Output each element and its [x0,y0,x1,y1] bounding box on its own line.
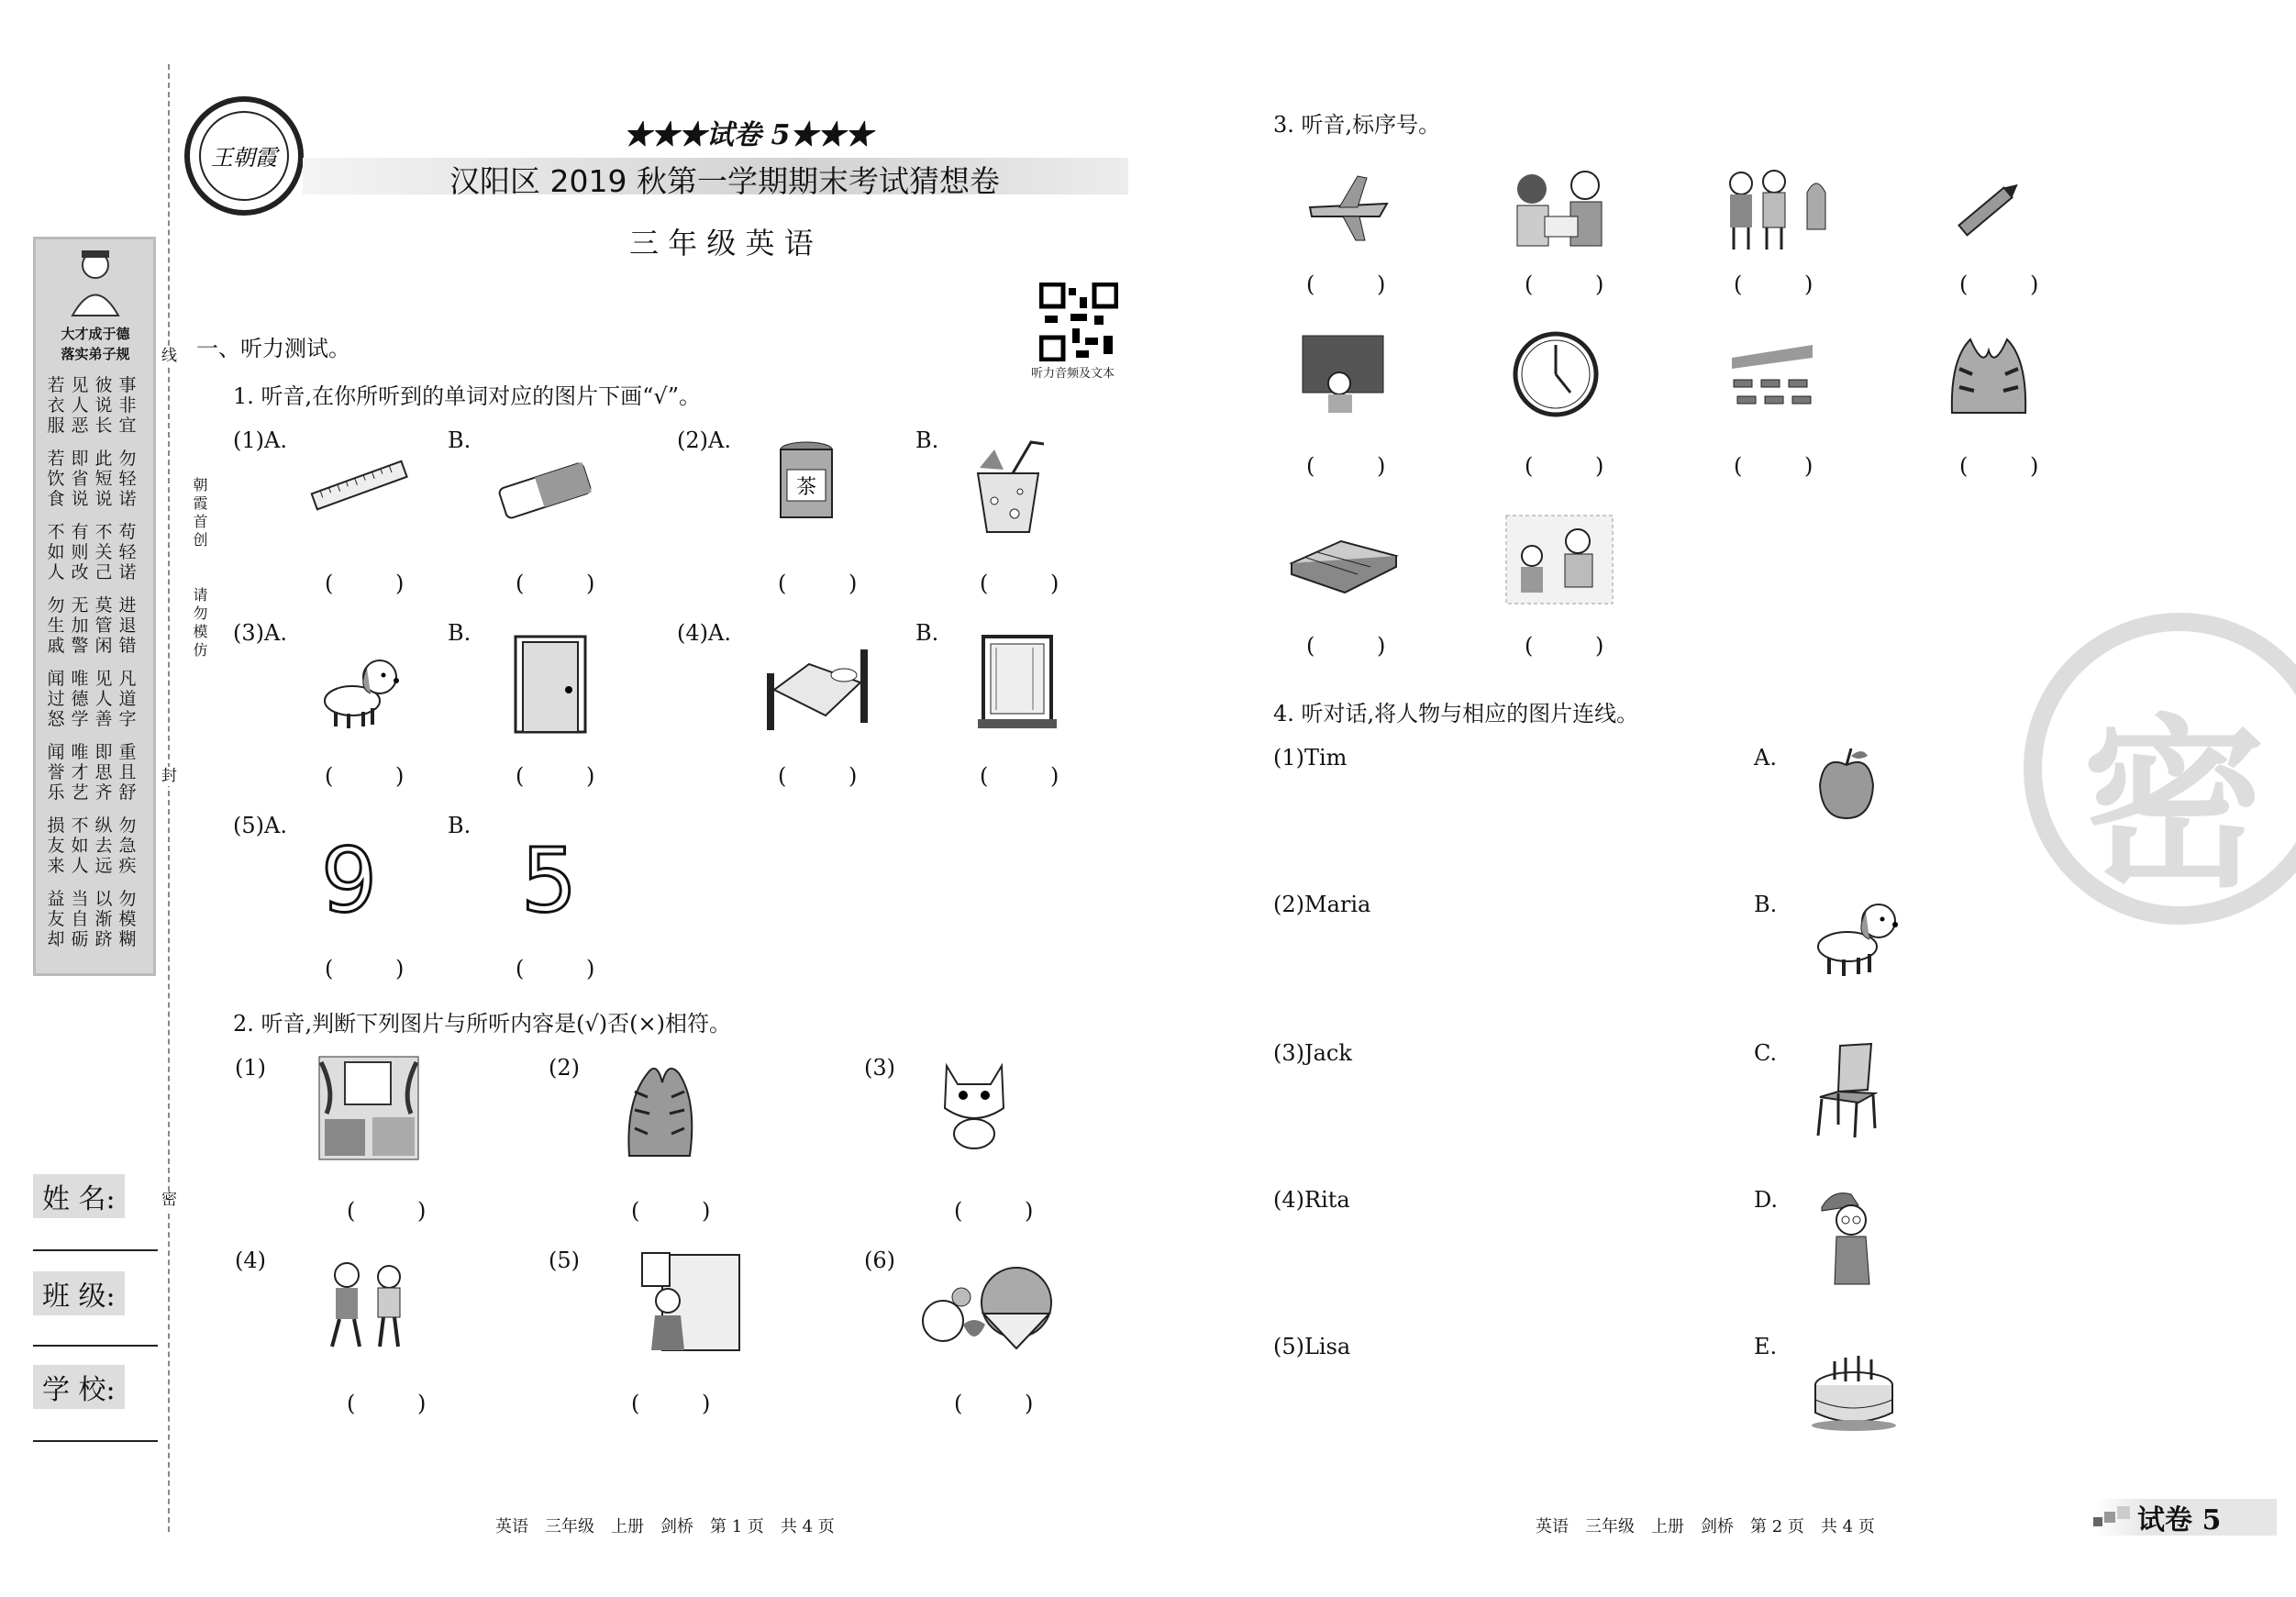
dog-match-icon [1805,892,1904,981]
motto-column: 重且舒 [118,742,137,803]
motto-column: 即思齐 [94,742,113,803]
q4-name-4: (4)Rita [1273,1187,1350,1213]
q2-3-answer[interactable]: ( ) [954,1198,1061,1224]
window-girl-icon [635,1251,743,1354]
eraser-icon [494,459,596,523]
motto-column: 勿生戚 [47,595,65,656]
motto-column: 即省说 [71,449,89,509]
door-icon [506,633,594,738]
motto-column: 勿急疾 [118,815,137,876]
motto-column: 不关己 [94,522,113,582]
motto-column: 进退错 [118,595,137,656]
name-field[interactable] [33,1249,158,1251]
q3-5-answer[interactable]: ( ) [1306,453,1414,479]
q1-4b-answer[interactable]: ( ) [980,763,1087,789]
q3-3-answer[interactable]: ( ) [1734,272,1841,297]
vertical-note-2: 请勿模仿 [191,587,208,660]
clock-icon [1512,330,1600,418]
cut-label-1: 线 [156,347,179,366]
q1-5a-answer[interactable]: ( ) [325,956,432,981]
q1-3a-answer[interactable]: ( ) [325,763,432,789]
motto-column: 见人善 [94,669,113,729]
q1-5b-answer[interactable]: ( ) [516,956,623,981]
plane-icon [1303,171,1394,244]
q3-10-answer[interactable]: ( ) [1525,633,1632,659]
fruits-icon [917,1260,1055,1352]
q2-6-answer[interactable]: ( ) [954,1391,1061,1416]
motto-column: 事非宜 [118,375,137,436]
footer-left: 英语 三年级 上册 剑桥 第 1 页 共 4 页 [495,1517,835,1536]
bedroom-scene-icon [317,1055,420,1163]
motto-column: 彼说长 [94,375,113,436]
motto-column: 若饮食 [47,449,65,509]
q1-2a-answer[interactable]: ( ) [778,571,885,596]
number-five: 5 [521,829,578,932]
class-label: 班 级: [33,1271,125,1315]
motto-panel [33,237,156,976]
q3-8-answer[interactable]: ( ) [1959,453,2067,479]
qr-caption: 听力音频及文本 [1031,367,1115,381]
q1-1a-answer[interactable]: ( ) [325,571,432,596]
motto-column: 唯德学 [71,669,89,729]
bed-icon [761,637,873,732]
q3-7-answer[interactable]: ( ) [1734,453,1841,479]
exam-title: 汉阳区 2019 秋第一学期期末考试猜想卷 [449,163,1000,199]
q1-2b-answer[interactable]: ( ) [980,571,1087,596]
family-icon [1504,165,1614,248]
friends-icon [1719,165,1838,253]
cut-line [168,64,170,1532]
section1-heading: 一、听力测试。 [196,336,350,361]
scholar-icon [63,247,128,320]
q2-prompt: 2. 听音,判断下列图片与所听内容是(√)否(×)相符。 [233,1011,732,1037]
tigers-scene-icon [620,1055,699,1161]
motto-column: 不如人 [47,522,65,582]
motto-column: 以渐跻 [94,889,113,949]
motto-column: 不如人 [71,815,89,876]
chocolate-icon [1284,523,1403,596]
school-label: 学 校: [33,1365,125,1409]
apple-icon [1814,745,1879,822]
motto-column: 唯才艺 [71,742,89,803]
q2-item-6: (6) [864,1248,895,1273]
dog-icon [310,648,405,732]
motto-column: 益友却 [47,889,65,949]
paper-number: ★★★试卷 5★★★ [624,119,873,151]
motto-column: 勿模糊 [118,889,137,949]
number-nine: 9 [321,829,378,932]
boy-cap-icon [1814,1183,1888,1293]
cut-label-2: 封 [156,767,179,786]
q4-letter-a: A. [1754,745,1777,771]
motto-column: 有则改 [71,522,89,582]
class-field[interactable] [33,1345,158,1347]
birthday-cake-icon [1809,1339,1899,1431]
motto-column: 勿轻诺 [118,449,137,509]
q1-3-label: (3)A. [233,620,287,646]
motto-column: 纵去远 [94,815,113,876]
subject-title: 三 年 级 英 语 [629,226,814,261]
watermark-char: 密 [2082,699,2267,913]
q4-letter-c: C. [1754,1040,1778,1066]
tea-can-icon [774,438,838,530]
q2-4-answer[interactable]: ( ) [347,1391,454,1416]
motto-columns [43,375,146,962]
motto-column: 见人恶 [71,375,89,436]
motto-column: 闻誉乐 [47,742,65,803]
q2-2-answer[interactable]: ( ) [631,1198,738,1224]
window-icon [978,633,1057,730]
q3-4-answer[interactable]: ( ) [1959,272,2067,297]
q3-9-answer[interactable]: ( ) [1306,633,1414,659]
secret-watermark [2024,613,2296,925]
cut-label-3: 密 [156,1191,179,1210]
q1-3b-answer[interactable]: ( ) [516,763,623,789]
classroom-icon [1725,336,1820,415]
pen-icon [1950,174,2029,244]
motto-column: 闻过怒 [47,669,65,729]
q3-2-answer[interactable]: ( ) [1525,272,1632,297]
chair-icon [1813,1040,1886,1141]
motto-column: 无加警 [71,595,89,656]
q4-letter-d: D. [1754,1187,1779,1213]
q1-1-label: (1)A. [233,427,287,453]
q1-4-label: (4)A. [677,620,731,646]
vertical-note-1: 朝霞首创 [191,477,208,550]
ruler-icon [308,459,411,514]
q1-1-b-label: B. [448,427,471,453]
motto-column: 此短说 [94,449,113,509]
tigers-icon [1947,332,2031,416]
q4-name-2: (2)Maria [1273,892,1371,917]
q1-2-b-label: B. [915,427,939,453]
school-field[interactable] [33,1440,158,1442]
q4-letter-e: E. [1754,1334,1778,1359]
corner-squares-icon [2093,1504,2134,1530]
q1-4a-answer[interactable]: ( ) [778,763,885,789]
q4-name-1: (1)Tim [1273,745,1348,771]
motto-column: 凡道字 [118,669,137,729]
q1-4-b-label: B. [915,620,939,646]
q2-1-answer[interactable]: ( ) [347,1198,454,1224]
q2-item-1: (1) [235,1055,266,1081]
paper-badge: 试卷 5 [2137,1504,2222,1536]
qr-code-icon[interactable] [1039,283,1118,361]
q2-item-3: (3) [864,1055,895,1081]
cat-icon [930,1055,1018,1152]
q3-prompt: 3. 听音,标序号。 [1273,112,1441,138]
q4-letter-b: B. [1754,892,1778,917]
motto-column: 苟轻诺 [118,522,137,582]
q2-item-5: (5) [549,1248,580,1273]
footer-right: 英语 三年级 上册 剑桥 第 2 页 共 4 页 [1536,1517,1875,1536]
q4-name-5: (5)Lisa [1273,1334,1351,1359]
q4-prompt: 4. 听对话,将人物与相应的图片连线。 [1273,701,1639,726]
q1-prompt: 1. 听音,在你所听到的单词对应的图片下画“√”。 [233,383,701,409]
q1-1b-answer[interactable]: ( ) [516,571,623,596]
q1-2-label: (2)A. [677,427,731,453]
svg-text:王朝霞: 王朝霞 [211,145,277,171]
motto-column: 当自砺 [71,889,89,949]
girl-board-icon [1299,332,1387,415]
juice-glass-icon [967,437,1049,538]
q3-6-answer[interactable]: ( ) [1525,453,1632,479]
q2-item-4: (4) [235,1248,266,1273]
name-label: 姓 名: [33,1174,125,1218]
motto-header-2: 落实弟子规 [61,346,130,362]
q1-3-b-label: B. [448,620,471,646]
publisher-logo [180,92,308,220]
q1-5-b-label: B. [448,813,471,838]
q2-item-2: (2) [549,1055,580,1081]
two-kids-icon [319,1257,415,1352]
motto-header-1: 大才成于德 [61,326,130,342]
q3-1-answer[interactable]: ( ) [1306,272,1414,297]
tea-char: 茶 [795,476,817,499]
motto-column: 损友来 [47,815,65,876]
q4-name-3: (3)Jack [1273,1040,1352,1066]
teacher-scene-icon [1504,514,1614,605]
q2-5-answer[interactable]: ( ) [631,1391,738,1416]
motto-column: 莫管闲 [94,595,113,656]
motto-column: 若衣服 [47,375,65,436]
q1-5-label: (5)A. [233,813,287,838]
